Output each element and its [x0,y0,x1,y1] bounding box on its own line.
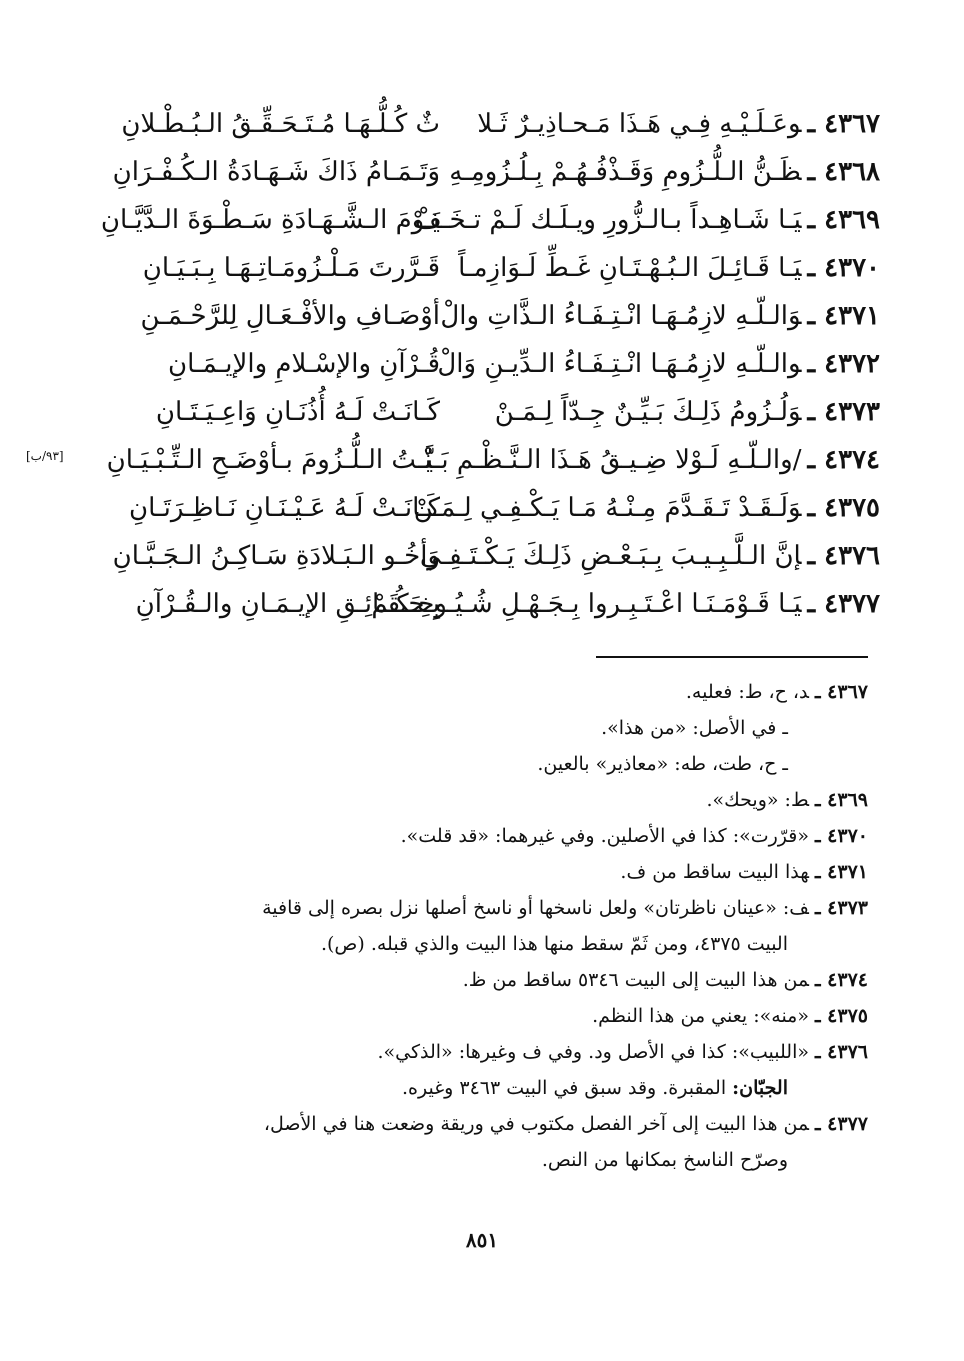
verse-row [30,244,880,292]
verse-first-hemistich: وَلُـزُومُ ذَلِـكَ بَـيِّـنٌ جِـدّاً لِـمَـنْ [494,397,802,427]
verse-number: ٤٣٦٨ ـ [807,157,880,187]
verse-second-hemistich: ثٌ كُـلُّـهَـا مُـتَـحَـقِّـقُ الـبُـطْـلانِ [121,109,440,139]
verse-row [30,484,880,532]
verse-first-hemistich: والـلّـهِ لازِمُـهَـا انْـتِـفَـاءُ الـدِّيـنِ وَالْ [437,349,802,379]
verse-row [30,196,880,244]
verse-number: ٤٣٧١ ـ [807,301,880,331]
verse-number: ٤٣٧٧ ـ [807,589,880,619]
verse-number: ٤٣٧٠ ـ [807,253,880,283]
footnote-divider [596,656,868,658]
verse-first-hemistich: وَلَـقَـدْ تَـقَـدَّمَ مِـنْـهُ مَـا يَـكْـفِـي لِـمَـنْ [413,493,802,523]
footnote-continuation: وصرّح الناسخ بمكانها من النص. [541,1149,788,1171]
verse-first-hemistich: وعَـلَـيْـهِ فِـي هَـذَا مَـحـاذِيـرٌ ثَـلا [477,109,802,139]
verse-row [26,436,880,484]
footnote: ٤٣٦٧ ـد، ح، ط: فعليه. [685,681,868,703]
verse-second-hemistich: ـنْـتُ الـلُّـزُومَ بـأوْضَـحِ الـتِّـبْـيَـانِ [106,445,440,475]
verse-first-hemistich: وَالـلّـهِ لازِمُـهَـا انْـتِـفَـاءُ الـذَّاتِ والْ [440,301,802,331]
verse-first-hemistich: ظَـنُّ الـلُّـزُومِ وَقَـذْفُـهُـمْ بِـلُـزُومِـهِ [449,157,802,187]
footnote: ٤٣٧٣ ـف: «عينان ناظرتان» ولعل ناسخها أو ناسخ أصلها نزل بصره إلى قافية [262,897,868,919]
footnote: ٤٣٧٥ ـ«منه»: يعني من هذا النظم. [592,1005,868,1027]
footnote: ٤٣٦٩ ـط: «ويحك». [706,789,868,811]
verse-number: ٤٣٦٧ ـ [807,109,880,139]
verse-number: ٤٣٧٤ ـ [807,445,880,475]
verse-second-hemistich: قَـرَّرتَ مَـلْـزُومَـاتِـهَـا بِـبَـيَـانِ [142,253,440,283]
verse-second-hemistich: كَـانَـتْ لَـهُ عَـيْـنَـانِ نَـاظِـرَتَـانِ [129,493,440,523]
verse-number: ٤٣٧٦ ـ [807,541,880,571]
footnote: ٤٣٧٦ ـ«اللبيب»: كذا في الأصل ود. وفي ف وغيرها: «الذكي». [377,1041,868,1063]
verse-number: ٤٣٧٣ ـ [807,397,880,427]
footnote-continuation: ـ ح، طت، طه: «معاذير» بالعين. [537,753,788,775]
poem-verses [26,100,880,628]
verse-second-hemistich: قُـرْآنِ والإسْـلامِ والإيـمَـانِ [168,349,440,379]
footnote: ٤٣٧٤ ـمن هذا البيت إلى البيت ٥٣٤٦ ساقط من ظ. [462,969,868,991]
verse-second-hemistich: وَتَـمَـامُ ذَاكَ شَـهَـادَةُ الـكُـفْـرَانِ [112,157,440,187]
verse-number: ٤٣٧٥ ـ [807,493,880,523]
verse-second-hemistich: يَـوْمَ الـشَّـهَـادَةِ سَـطْـوَةَ الـدَّيَّـانِ [100,205,440,235]
verse-number: ٤٣٦٩ ـ [807,205,880,235]
verse-first-hemistich: يَـا شَـاهِـداً بـالـزُّورِ ويـلَـك لَـمْ تـخَـفْ [414,205,802,235]
page-number: ٨٥١ [465,1228,499,1252]
verse-first-hemistich: إنَّ الـلَّـبِـيـبَ بِـبَـعْـضِ ذَلِـكَ يَـكْـتَـفِـي [419,541,802,571]
verse-row [30,340,880,388]
footnote: ٤٣٧٧ ـمن هذا البيت إلى آخر الفصل مكتوب في وريقة وضعت هنا في الأصل، [263,1113,868,1135]
verse-first-hemistich: يَـا قَـائِـلَ الـبُـهْـتَـانِ غَـطِّ لَـوَازِمـاً [458,253,802,283]
footnote-continuation: ـ في الأصل: «من هذا». [601,717,788,739]
verse-second-hemistich: بِـحَـقَـائِـقِ الإيـمَـانِ والـقُـرْآنِ [135,589,440,619]
manuscript-folio-marker: [٩٣/ب] [26,449,64,463]
verse-second-hemistich: وَأخُـو الـبَـلادَةِ سَـاكِـنُ الـجَـبَّـانِ [112,541,440,571]
footnotes [78,674,868,1178]
footnote: ٤٣٧١ ـهذا البيت ساقط من ف. [620,861,868,883]
verse-row [30,580,880,628]
verse-row [30,100,880,148]
verse-second-hemistich: أوْصَـافِ والأفْـعَـالِ لِلرَّحْـمَـنِ [140,301,440,331]
footnote-continuation: الجبّان: المقبرة. وقد سبق في البيت ٣٤٦٣ وغيره. [402,1077,788,1099]
verse-row [30,388,880,436]
footnote: ٤٣٧٠ ـ«قرّرت»: كذا في الأصلين. وفي غيرهما: «قد قلت». [400,825,868,847]
verse-second-hemistich: كَـانَـتْ لَـهُ أُذُنَـانِ وَاعِـيَـتَـانِ [155,397,440,427]
verse-row [30,148,880,196]
footnote-continuation: البيت ٤٣٧٥، ومن ثَمّ سقط منها هذا البيت والذي قبله. (ص). [320,933,788,955]
verse-row [30,292,880,340]
verse-first-hemistich: /والـلّـهِ لَـوْلا ضِـيـقُ هَـذَا الـنَّـظْـمِ بَـيَّـ [418,445,802,475]
verse-row [30,532,880,580]
verse-number: ٤٣٧٢ ـ [807,349,880,379]
verse-first-hemistich: يَـا قَـوْمَـنَـا اعْـتَـبِـروا بِـجَـهْـلِ شُـيُـوخِـكُـمْ [371,589,802,619]
